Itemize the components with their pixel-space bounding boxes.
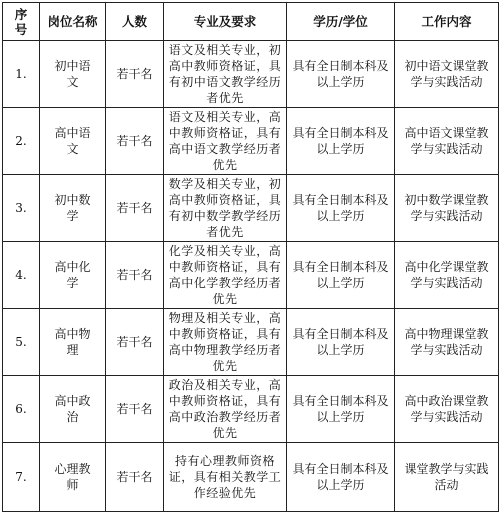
table-row <box>3 175 499 242</box>
cell-requirements: 语文及相关专业，高中教师资格证，具有高中语文教学经历者优先 <box>164 108 287 175</box>
header-position: 岗位名称 <box>40 3 106 41</box>
cell-work: 高中政治课堂教学与实践活动 <box>395 376 499 443</box>
cell-seq: 3. <box>3 175 40 242</box>
cell-count: 若干名 <box>106 242 164 309</box>
cell-education: 具有全日制本科及以上学历 <box>287 108 395 175</box>
cell-position: 高中语文 <box>40 108 106 175</box>
cell-education: 具有全日制本科及以上学历 <box>287 309 395 376</box>
cell-requirements: 化学及相关专业，高中教师资格证，具有高中化学教学经历者优先 <box>164 242 287 309</box>
cell-work: 初中语文课堂教学与实践活动 <box>395 41 499 108</box>
table-row <box>3 376 499 443</box>
cell-education: 具有全日制本科及以上学历 <box>287 41 395 108</box>
cell-education: 具有全日制本科及以上学历 <box>287 376 395 443</box>
table-header-row <box>3 3 499 41</box>
header-work: 工作内容 <box>395 3 499 41</box>
table-row <box>3 108 499 175</box>
cell-count: 若干名 <box>106 376 164 443</box>
cell-seq: 4. <box>3 242 40 309</box>
header-requirements: 专业及要求 <box>164 3 287 41</box>
recruitment-table <box>2 2 499 512</box>
header-seq: 序号 <box>3 3 40 41</box>
cell-work: 初中数学课堂教学与实践活动 <box>395 175 499 242</box>
cell-count: 若干名 <box>106 41 164 108</box>
cell-position: 高中物理 <box>40 309 106 376</box>
table-row <box>3 41 499 108</box>
cell-education: 具有全日制本科及以上学历 <box>287 443 395 512</box>
cell-position: 高中政治 <box>40 376 106 443</box>
cell-seq: 1. <box>3 41 40 108</box>
cell-position: 初中语文 <box>40 41 106 108</box>
cell-requirements: 语文及相关专业，初高中教师资格证，具有初中语文教学经历者优先 <box>164 41 287 108</box>
cell-work: 课堂教学与实践活动 <box>395 443 499 512</box>
cell-seq: 2. <box>3 108 40 175</box>
cell-work: 高中化学课堂教学与实践活动 <box>395 242 499 309</box>
cell-position: 初中数学 <box>40 175 106 242</box>
cell-work: 高中语文课堂教学与实践活动 <box>395 108 499 175</box>
header-education: 学历/学位 <box>287 3 395 41</box>
cell-seq: 7. <box>3 443 40 512</box>
cell-count: 若干名 <box>106 443 164 512</box>
cell-seq: 6. <box>3 376 40 443</box>
header-count: 人数 <box>106 3 164 41</box>
cell-requirements: 数学及相关专业，初高中教师资格证，具有初中数学教学经历者优先 <box>164 175 287 242</box>
cell-requirements: 物理及相关专业，高中教师资格证，具有高中物理教学经历者优先 <box>164 309 287 376</box>
cell-count: 若干名 <box>106 175 164 242</box>
cell-education: 具有全日制本科及以上学历 <box>287 175 395 242</box>
cell-education: 具有全日制本科及以上学历 <box>287 242 395 309</box>
table-row <box>3 443 499 512</box>
cell-work: 高中物理课堂教学与实践活动 <box>395 309 499 376</box>
cell-requirements: 政治及相关专业，高中教师资格证，具有高中政治教学经历者优先 <box>164 376 287 443</box>
cell-count: 若干名 <box>106 108 164 175</box>
table-row <box>3 309 499 376</box>
cell-requirements: 持有心理教师资格证，具有相关教学工作经验优先 <box>164 443 287 512</box>
cell-position: 高中化学 <box>40 242 106 309</box>
cell-count: 若干名 <box>106 309 164 376</box>
table-row <box>3 242 499 309</box>
cell-position: 心理教师 <box>40 443 106 512</box>
cell-seq: 5. <box>3 309 40 376</box>
